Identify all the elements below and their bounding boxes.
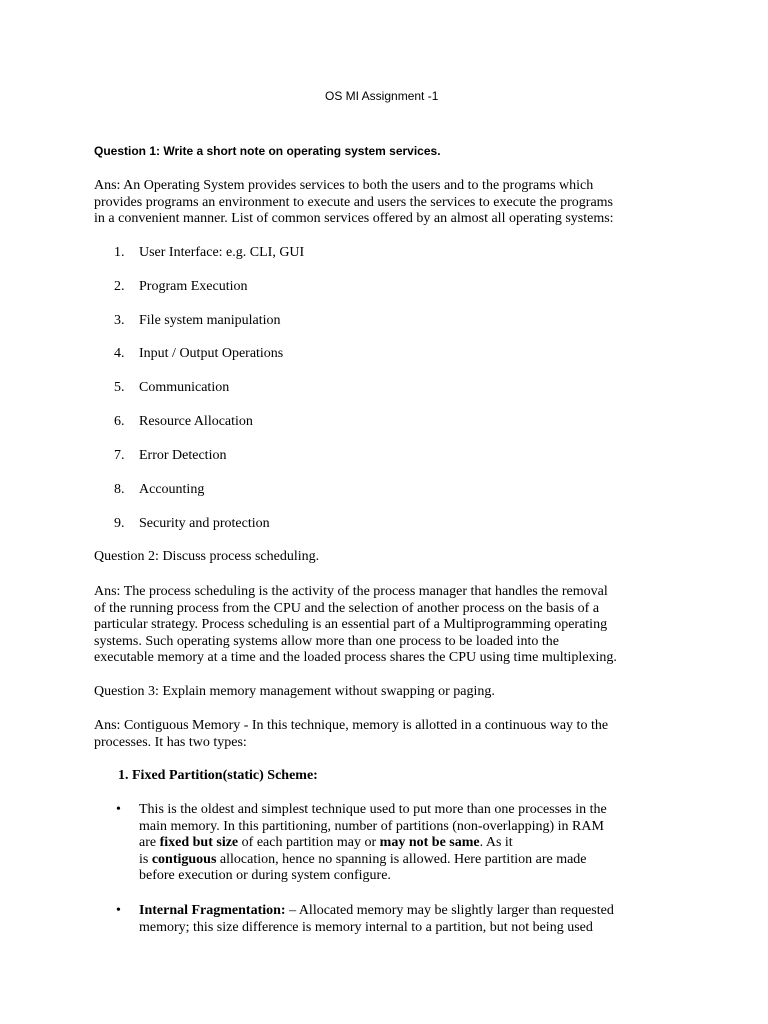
list-text: Security and protection	[139, 516, 270, 531]
question-3-answer	[94, 718, 674, 751]
list-text: Error Detection	[139, 448, 227, 463]
question-2-answer	[94, 584, 674, 667]
bold-text: may not be same	[379, 835, 480, 850]
text-run: . As it	[479, 835, 513, 850]
list-number: 1.	[114, 245, 125, 260]
bullet-line	[139, 903, 679, 920]
bullet-paragraph	[139, 802, 679, 885]
list-text: Input / Output Operations	[139, 346, 284, 361]
answer-line: executable memory at a time and the loaded process shares the CPU using time multiplexing.	[94, 650, 617, 665]
list-number: 5.	[114, 380, 125, 395]
question-2-heading: Question 2: Discuss process scheduling.	[94, 549, 320, 564]
page-title: OS MI Assignment -1	[325, 89, 439, 103]
list-number: 2.	[114, 279, 125, 294]
question-1-answer	[94, 178, 674, 228]
text-run: allocation, hence no spanning is allowed. Here partition are made	[216, 851, 587, 867]
bullet-line: This is the oldest and simplest technique used to put more than one processes in the	[139, 802, 607, 817]
bullet-line	[139, 835, 679, 852]
bold-text: Internal Fragmentation:	[139, 903, 286, 918]
list-number: 6.	[114, 414, 125, 429]
text-run: – Allocated memory may be slightly larger than requested	[285, 903, 614, 918]
question-3-heading: Question 3: Explain memory management without swapping or paging.	[94, 684, 495, 699]
list-text: Accounting	[139, 482, 205, 497]
answer-line: in a convenient manner. List of common services offered by an almost all operating systems:	[94, 211, 614, 226]
answer-line: systems. Such operating systems allow more than one process to be loaded into the	[94, 633, 560, 649]
list-number: 4.	[114, 346, 125, 361]
answer-line: provides programs an environment to execute and users the services to execute the programs	[94, 194, 613, 210]
list-text: Resource Allocation	[139, 414, 253, 429]
list-number: 7.	[114, 448, 125, 463]
text-run: are	[139, 835, 160, 850]
list-text: Communication	[139, 380, 230, 395]
bullet-line: before execution or during system configure.	[139, 868, 391, 883]
answer-line: particular strategy. Process scheduling is an essential part of a Multiprogramming operating	[94, 617, 608, 632]
answer-line: Ans: Contiguous Memory - In this technique, memory is allotted in a continuous way to the	[94, 718, 609, 733]
text-run: is	[139, 851, 152, 867]
list-text: User Interface: e.g. CLI, GUI	[139, 245, 305, 260]
list-number: 9.	[114, 516, 125, 531]
bullet-icon: •	[116, 802, 121, 817]
answer-line: Ans: The process scheduling is the activity of the process manager that handles the removal	[94, 584, 608, 599]
list-number: 8.	[114, 482, 125, 497]
answer-line: Ans: An Operating System provides services to both the users and to the programs which	[94, 178, 594, 193]
bullet-line: main memory. In this partitioning, number of partitions (non-overlapping) in RAM	[139, 818, 604, 834]
bold-text: fixed but size	[159, 835, 239, 850]
bullet-line: memory; this size difference is memory internal to a partition, but not being used	[139, 919, 593, 935]
list-text: Program Execution	[139, 279, 248, 294]
list-number: 3.	[114, 313, 125, 328]
text-run: of each partition may or	[238, 835, 380, 850]
bullet-paragraph	[139, 903, 679, 936]
list-text: File system manipulation	[139, 313, 281, 328]
scheme-heading: 1. Fixed Partition(static) Scheme:	[118, 768, 318, 783]
answer-line: of the running process from the CPU and the selection of another process on the basis of a	[94, 600, 600, 616]
answer-line: processes. It has two types:	[94, 734, 247, 750]
bold-text: contiguous	[151, 851, 217, 867]
question-1-heading: Question 1: Write a short note on operating system services.	[94, 144, 441, 158]
bullet-line	[139, 852, 679, 869]
bullet-icon: •	[116, 903, 121, 918]
